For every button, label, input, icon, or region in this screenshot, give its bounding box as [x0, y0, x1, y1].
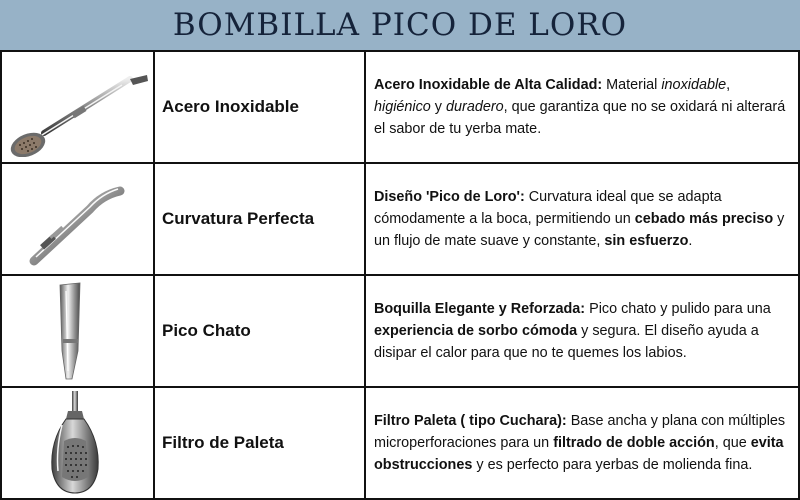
description-text-run: duradero [446, 99, 504, 115]
table-row [1, 163, 799, 275]
description-text-run: cebado más preciso [634, 211, 774, 227]
description-text-run: inoxidable [661, 77, 727, 93]
feature-name: Filtro de Paleta [154, 387, 365, 499]
description-text-run: Acero Inoxidable de Alta Calidad: [374, 77, 603, 93]
page-title: BOMBILLA PICO DE LORO [172, 7, 628, 43]
feature-name: Acero Inoxidable [154, 51, 365, 163]
table-row [1, 51, 799, 163]
image-cell [1, 163, 154, 275]
image-cell [1, 275, 154, 387]
description-text-run: , que [714, 435, 751, 451]
features-table [0, 50, 800, 500]
straight-bombilla-icon [2, 57, 152, 157]
description-text-run: . [688, 233, 693, 249]
description-text-run: higiénico [374, 99, 431, 115]
description-text-run: y es perfecto para yerbas de molienda fina. [472, 457, 753, 473]
description-text-run: sin esfuerzo [604, 233, 689, 249]
description-text-run: y un flujo de mate suave y constante, [374, 211, 785, 249]
description-text-run: , [726, 77, 731, 93]
description-text-run: Material [602, 77, 662, 93]
feature-description [365, 275, 799, 387]
description-text-run: y segura. El diseño ayuda a disipar el calor para que no te quemes los labios. [374, 323, 759, 361]
feature-description [365, 51, 799, 163]
description-text-run: Diseño 'Pico de Loro': [374, 189, 525, 205]
description-text-run: Base ancha y plana con múltiples microperforaciones para un [374, 413, 786, 451]
curved-bombilla-icon [2, 169, 152, 269]
header-banner [0, 0, 800, 50]
feature-description [365, 387, 799, 499]
description-text-run: filtrado de doble acción [553, 435, 715, 451]
description-text-run: evita obstrucciones [374, 435, 784, 473]
paddle-filter-icon [2, 389, 152, 497]
table-row [1, 387, 799, 499]
feature-description [365, 163, 799, 275]
description-text-run: y [430, 99, 447, 115]
description-text-run: experiencia de sorbo cómoda [374, 323, 578, 339]
description-text-run: Boquilla Elegante y Reforzada: [374, 301, 586, 317]
description-text-run: Pico chato y pulido para una [585, 301, 771, 317]
flat-tip-icon [2, 281, 152, 381]
description-text-run: Filtro Paleta ( tipo Cuchara): [374, 413, 567, 429]
description-text-run: Curvatura ideal que se adapta cómodamente a la boca, permitiendo un [374, 189, 722, 227]
image-cell [1, 387, 154, 499]
feature-name: Curvatura Perfecta [154, 163, 365, 275]
image-cell [1, 51, 154, 163]
table-row [1, 275, 799, 387]
description-text-run: , que garantiza que no se oxidará ni alterará el sabor de tu yerba mate. [374, 99, 786, 137]
feature-name: Pico Chato [154, 275, 365, 387]
